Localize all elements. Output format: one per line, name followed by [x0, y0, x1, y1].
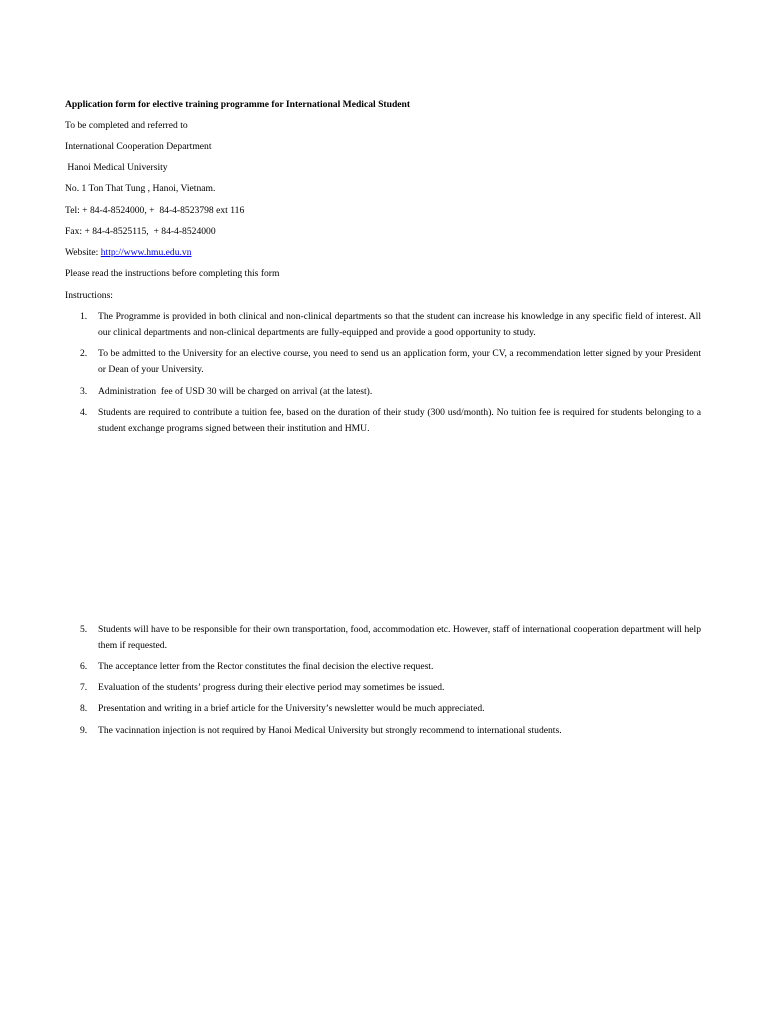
list-item-text: Administration fee of USD 30 will be charged on arrival (at the latest). [98, 386, 373, 397]
list-item-text: Presentation and writing in a brief article for the University’s newsletter would be much appreciated. [98, 703, 485, 714]
list-item-text: Evaluation of the students’ progress during their elective period may sometimes be issued. [98, 682, 445, 693]
tel-line: Tel: + 84-4-8524000, + 84-4-8523798 ext 116 [65, 205, 245, 216]
list-item-number: 1. [80, 311, 88, 322]
department-line: International Cooperation Department [65, 141, 212, 152]
website-link[interactable]: http://www.hmu.edu.vn [100, 247, 192, 258]
fax-line: Fax: + 84-4-8525115, + 84-4-8524000 [65, 226, 216, 237]
address-line: No. 1 Ton That Tung , Hanoi, Vietnam. [65, 183, 216, 194]
list-item-text: Students are required to contribute a tuition fee, based on the duration of their study (300 usd/month). No tuition fee is required for students belonging to a student exchange programs signed between their institution and HMU. [98, 407, 701, 434]
university-line: Hanoi Medical University [65, 162, 168, 173]
form-title: Application form for elective training programme for International Medical Student [65, 99, 411, 110]
list-item-number: 4. [80, 407, 88, 418]
list-item-text: To be admitted to the University for an elective course, you need to send us an application form, your CV, a recommendation letter signed by your President or Dean of your University. [98, 348, 701, 375]
list-item-text: Students will have to be responsible for their own transportation, food, accommodation etc. However, staff of international cooperation department will help them if requested. [98, 624, 701, 651]
list-item-text: The acceptance letter from the Rector constitutes the final decision the elective request. [98, 661, 434, 672]
list-item-text: The Programme is provided in both clinical and non-clinical departments so that the student can increase his knowledge in any specific field of interest. All our clinical departments and non-clinical departments are fully-equipped and provide a good opportunity to study. [98, 311, 701, 338]
list-item-number: 9. [80, 725, 88, 736]
list-item-number: 3. [80, 386, 88, 397]
website-line [65, 247, 192, 259]
list-item-number: 6. [80, 661, 88, 672]
instructions-label: Instructions: [65, 290, 113, 301]
website-label: Website: [65, 247, 101, 258]
list-item-number: 7. [80, 682, 88, 693]
list-item-number: 2. [80, 348, 88, 359]
referred-line: To be completed and referred to [65, 120, 188, 131]
list-item-number: 5. [80, 624, 88, 635]
read-instructions-line: Please read the instructions before completing this form [65, 268, 280, 279]
list-item-text: The vacinnation injection is not required by Hanoi Medical University but strongly recommend to international students. [98, 725, 562, 736]
list-item-number: 8. [80, 703, 88, 714]
